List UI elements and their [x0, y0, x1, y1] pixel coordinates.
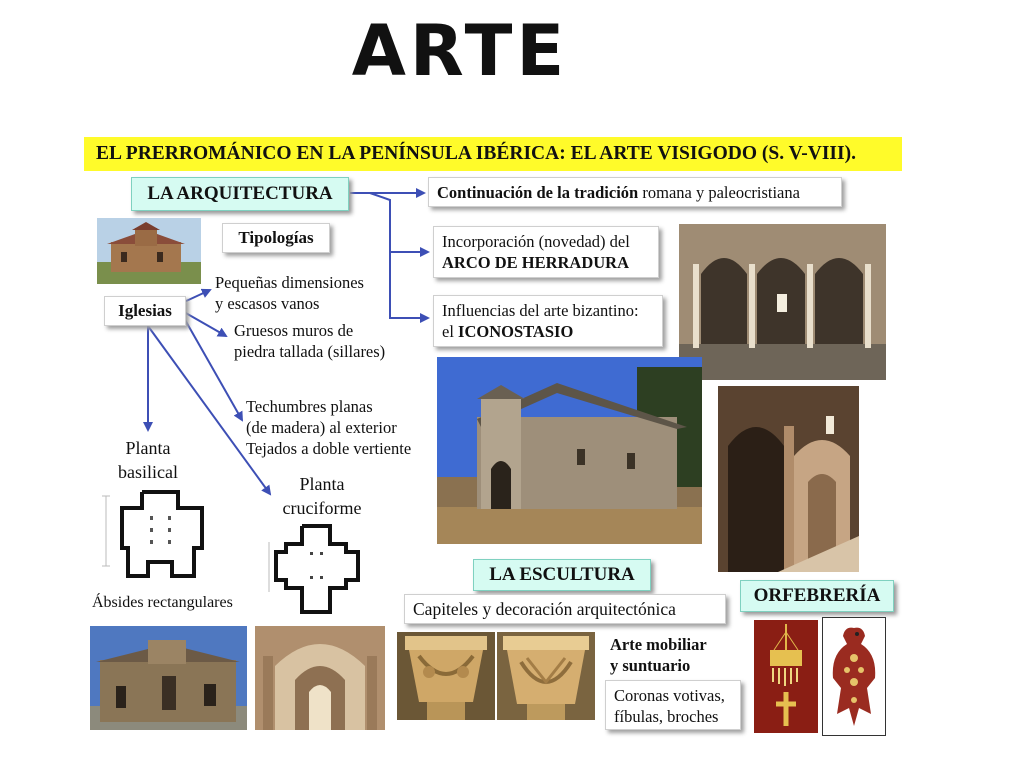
slide-title: ARTE — [351, 10, 569, 92]
church-exterior-photo — [90, 626, 247, 730]
planta-cruciforme-label — [272, 472, 372, 520]
planta-basilical-label — [108, 436, 188, 484]
arrow-gruesos — [184, 312, 226, 336]
gruesos-text — [234, 320, 385, 362]
arrow-pequenas — [184, 290, 210, 302]
planta-cruciforme-line1: Planta — [299, 474, 345, 494]
arte-mobiliar-line1: Arte mobiliar — [610, 635, 707, 654]
incorporacion-line2: ARCO DE HERRADURA — [442, 253, 630, 272]
capitel-photo-2 — [497, 632, 595, 720]
coronas-line2: fíbulas, broches — [614, 707, 719, 726]
church-main-photo — [437, 357, 702, 544]
coronas-box — [605, 680, 741, 730]
capiteles-box: Capiteles y decoración arquitectónica — [404, 594, 726, 624]
pequenas-line1: Pequeñas dimensiones — [215, 273, 364, 292]
arte-mobiliar-text — [610, 634, 707, 676]
gruesos-line1: Gruesos muros de — [234, 321, 354, 340]
tipologias-box: Tipologías — [222, 223, 330, 253]
planta-basilical-line2: basilical — [118, 462, 178, 482]
arch-nave-photo — [718, 386, 859, 572]
arrow-influencias — [390, 252, 428, 318]
techumbres-line3: Tejados a doble vertiente — [246, 439, 412, 458]
arches-interior-photo — [679, 224, 886, 380]
techumbres-line2: (de madera) al exterior — [246, 418, 397, 437]
incorporacion-line1: Incorporación (novedad) del — [442, 232, 630, 251]
influencias-bold: ICONOSTASIO — [458, 322, 574, 341]
iglesias-box: Iglesias — [104, 296, 186, 326]
orfebreria-heading: ORFEBRERÍA — [740, 580, 894, 612]
absides-text: Ábsides rectangulares — [92, 594, 233, 611]
influencias-prefix: el — [442, 322, 459, 341]
incorporacion-box — [433, 226, 659, 278]
pequenas-line2: y escasos vanos — [215, 294, 320, 313]
capitel-photo-1 — [397, 632, 495, 720]
votive-crown-photo — [754, 620, 818, 733]
coronas-line1: Coronas votivas, — [614, 686, 725, 705]
planta-basilical-line1: Planta — [125, 438, 171, 458]
continuacion-bold: Continuación de la tradición — [437, 183, 639, 202]
planta-cruciforme-diagram — [266, 522, 366, 616]
planta-basilical-diagram — [98, 486, 222, 582]
church-photo-small — [97, 218, 201, 284]
influencias-line1: Influencias del arte bizantino: — [442, 301, 639, 320]
gruesos-line2: piedra tallada (sillares) — [234, 342, 386, 361]
pequenas-text — [215, 272, 364, 314]
escultura-heading: LA ESCULTURA — [473, 559, 651, 591]
influencias-box — [433, 295, 663, 347]
section-banner: EL PRERROMÁNICO EN LA PENÍNSULA IBÉRICA: EL ARTE VISIGODO (S. V-VIII). — [84, 137, 902, 171]
arte-mobiliar-line2: y suntuario — [610, 656, 691, 675]
techumbres-text — [246, 396, 411, 459]
arquitectura-heading: LA ARQUITECTURA — [131, 177, 349, 211]
church-interior-photo — [255, 626, 385, 730]
techumbres-line1: Techumbres planas — [246, 397, 373, 416]
continuacion-box — [428, 177, 842, 207]
eagle-fibula-photo — [822, 617, 886, 736]
arrow-incorporacion — [370, 193, 428, 252]
planta-cruciforme-line2: cruciforme — [282, 498, 362, 518]
continuacion-rest: romana y paleocristiana — [638, 183, 800, 202]
